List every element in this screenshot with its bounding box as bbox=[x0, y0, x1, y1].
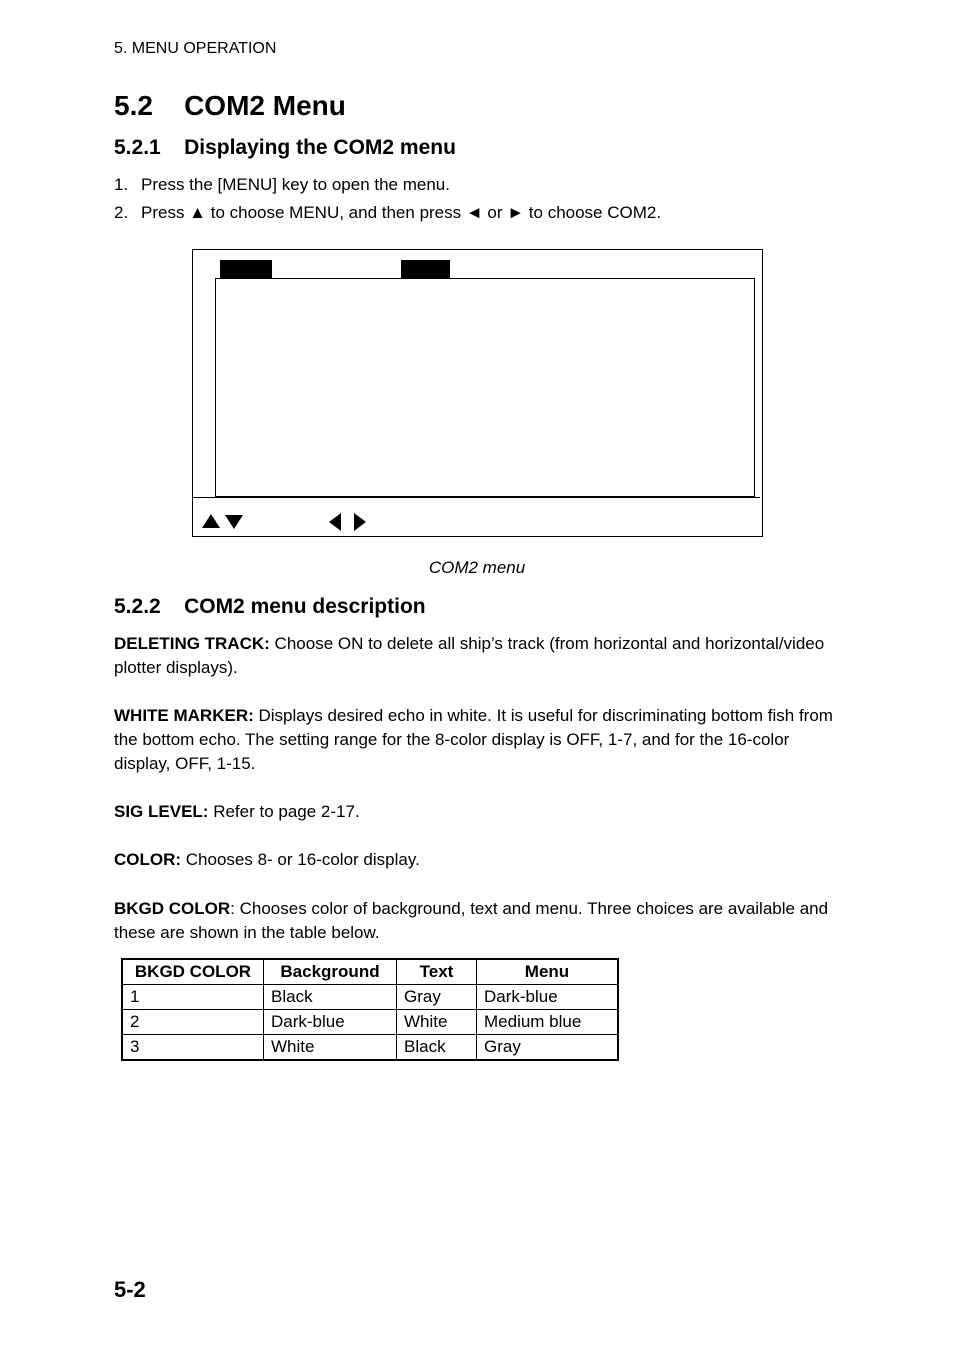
step-text: Press ▲ to choose MENU, and then press ◄ or ► to choose COM2. bbox=[141, 203, 662, 222]
page-number: 5-2 bbox=[114, 1277, 146, 1302]
table-row bbox=[122, 1010, 618, 1035]
table-cell: Black bbox=[264, 985, 397, 1010]
table-cell: Gray bbox=[477, 1035, 619, 1061]
subsection-title: COM2 menu description bbox=[184, 595, 426, 618]
step-text: Press the [MENU] key to open the menu. bbox=[141, 175, 450, 194]
term-text: Refer to page 2-17. bbox=[208, 802, 360, 821]
term-label: WHITE MARKER: bbox=[114, 706, 254, 725]
figure-caption: COM2 menu bbox=[428, 558, 526, 577]
term-label: COLOR: bbox=[114, 850, 182, 869]
table-cell: 2 bbox=[122, 1010, 264, 1035]
step-1 bbox=[114, 175, 450, 195]
bkgd-color-table bbox=[121, 958, 619, 1061]
section-title bbox=[114, 90, 346, 122]
table-row bbox=[122, 1035, 618, 1061]
up-arrow-icon bbox=[201, 512, 221, 530]
term-text: : Chooses color of background, text and menu. Three choices are available and these are shown in the table below. bbox=[114, 899, 829, 942]
menu-tab-marker bbox=[401, 260, 450, 278]
column-header: Menu bbox=[477, 959, 619, 985]
subsection-number: 5.2.1 bbox=[114, 136, 161, 159]
subsection-number: 5.2.2 bbox=[114, 595, 161, 618]
figure-divider bbox=[193, 497, 760, 498]
term-label: DELETING TRACK: bbox=[114, 634, 270, 653]
color-description bbox=[114, 848, 834, 872]
white-marker-description bbox=[114, 704, 834, 776]
left-arrow-icon bbox=[327, 512, 343, 532]
section-title-text: COM2 Menu bbox=[184, 90, 346, 121]
table-cell: 3 bbox=[122, 1035, 264, 1061]
table-cell: Black bbox=[397, 1035, 477, 1061]
right-arrow-icon bbox=[352, 512, 368, 532]
subsection-heading-1 bbox=[114, 136, 456, 160]
subsection-title: Displaying the COM2 menu bbox=[184, 136, 456, 159]
column-header: Text bbox=[397, 959, 477, 985]
step-number: 2. bbox=[114, 203, 129, 222]
table-cell: 1 bbox=[122, 985, 264, 1010]
column-header: Background bbox=[264, 959, 397, 985]
term-text: Chooses 8- or 16-color display. bbox=[181, 850, 420, 869]
table-header-row bbox=[122, 959, 618, 985]
column-header: BKGD COLOR bbox=[122, 959, 264, 985]
running-head: 5. MENU OPERATION bbox=[114, 40, 277, 57]
table-cell: Gray bbox=[397, 985, 477, 1010]
subsection-heading-2 bbox=[114, 595, 426, 619]
bkgd-color-description bbox=[114, 897, 834, 945]
table-cell: White bbox=[264, 1035, 397, 1061]
menu-content-area bbox=[215, 278, 755, 497]
sig-level-description bbox=[114, 800, 834, 824]
table-cell: Dark-blue bbox=[264, 1010, 397, 1035]
term-label: BKGD COLOR bbox=[114, 899, 231, 918]
menu-tab-marker bbox=[220, 260, 272, 278]
term-text: Choose ON to delete all ship’s track (from horizontal and horizontal/video plotter displays). bbox=[114, 634, 825, 677]
down-arrow-icon bbox=[224, 512, 244, 530]
term-label: SIG LEVEL: bbox=[114, 802, 209, 821]
table-cell: Medium blue bbox=[477, 1010, 619, 1035]
table-cell: Dark-blue bbox=[477, 985, 619, 1010]
table-cell: White bbox=[397, 1010, 477, 1035]
step-2 bbox=[114, 203, 661, 223]
table-row bbox=[122, 985, 618, 1010]
term-text: Displays desired echo in white. It is useful for discriminating bottom fish from the bottom echo. The setting range for the 8-color display is OFF, 1-7, and for the 16-color display, OFF, 1-15. bbox=[114, 706, 833, 773]
deleting-track-description bbox=[114, 632, 834, 680]
section-number: 5.2 bbox=[114, 90, 153, 121]
step-number: 1. bbox=[114, 175, 129, 194]
